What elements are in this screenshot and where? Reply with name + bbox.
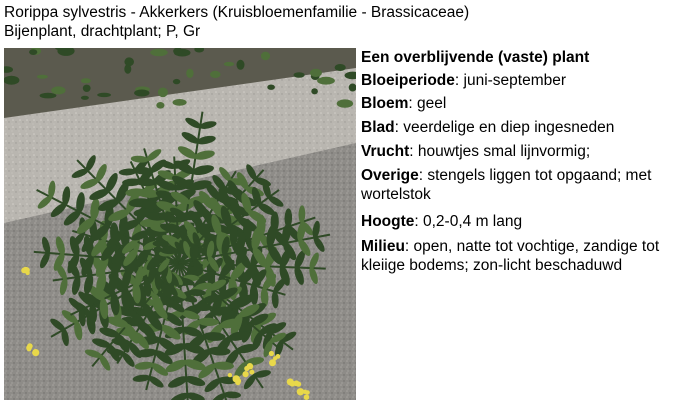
background-leaf	[310, 69, 322, 77]
plant-info	[361, 48, 696, 280]
flower	[304, 394, 310, 400]
info-value: : 0,2-0,4 m lang	[414, 213, 523, 230]
info-row-bloem	[361, 94, 696, 113]
flower	[25, 271, 29, 275]
background-leaf	[261, 52, 270, 61]
flower	[297, 388, 304, 395]
background-leaf	[311, 88, 318, 94]
flower	[27, 343, 33, 349]
plant-photo	[4, 48, 356, 400]
species-subtitle: Bijenplant, drachtplant; P, Gr	[4, 23, 201, 40]
flower	[233, 375, 240, 382]
background-leaf	[29, 49, 37, 55]
flower	[32, 349, 39, 356]
info-row-milieu	[361, 237, 696, 275]
background-leaf	[4, 76, 19, 85]
flower	[249, 370, 254, 375]
background-leaf	[335, 64, 346, 71]
species-title: Rorippa sylvestris - Akkerkers (Kruisbloemenfamilie - Brassicaceae)	[4, 4, 470, 21]
background-leaf	[158, 88, 168, 98]
flower	[287, 378, 294, 385]
info-label: Blad	[361, 119, 395, 136]
flower	[243, 371, 249, 377]
background-leaf	[224, 62, 234, 66]
info-row-hoogte	[361, 212, 696, 231]
info-label: Bloem	[361, 95, 409, 112]
info-value: : juni-september	[454, 72, 567, 89]
info-value: : veerdelige en diep ingesneden	[394, 119, 615, 136]
background-leaf	[124, 57, 134, 66]
info-row-vrucht	[361, 142, 696, 161]
background-leaf	[97, 93, 111, 97]
background-leaf	[134, 90, 149, 97]
background-leaf	[40, 93, 57, 99]
info-row-bloeiperiode	[361, 71, 696, 90]
info-value: : open, natte tot vochtige, zandige tot kleiige bodems; zon-licht beschaduwd	[361, 238, 660, 274]
background-leaf	[186, 69, 193, 78]
flower	[228, 373, 232, 377]
background-leaf	[294, 72, 305, 78]
plant-photo-illustration	[4, 48, 356, 400]
info-row-blad	[361, 118, 696, 137]
info-label: Overige	[361, 167, 419, 184]
info-label: Milieu	[361, 238, 405, 255]
background-leaf	[317, 77, 335, 85]
info-row-overige	[361, 166, 696, 204]
background-leaf	[156, 102, 164, 109]
background-leaf	[81, 78, 91, 83]
background-leaf	[83, 85, 91, 92]
page-header	[4, 3, 694, 41]
info-label: Vrucht	[361, 143, 410, 160]
flower	[247, 363, 254, 370]
background-leaf	[237, 60, 245, 70]
background-leaf	[267, 85, 275, 90]
info-label: Hoogte	[361, 213, 415, 230]
background-leaf	[150, 49, 168, 56]
background-leaf	[173, 79, 180, 84]
info-value: : houwtjes smal lijnvormig;	[409, 143, 591, 160]
background-leaf	[337, 99, 353, 107]
info-value: : geel	[408, 95, 447, 112]
background-leaf	[37, 75, 48, 79]
flower	[294, 380, 300, 386]
flower	[273, 356, 277, 360]
background-leaf	[210, 71, 221, 78]
background-leaf	[173, 99, 187, 106]
flower	[269, 351, 274, 356]
background-leaf	[51, 86, 65, 94]
info-value: : stengels liggen tot opgaand; met wortelstok	[361, 167, 652, 203]
info-heading: Een overblijvende (vaste) plant	[361, 49, 590, 66]
flower	[305, 390, 309, 394]
background-leaf	[81, 96, 89, 100]
info-heading-row	[361, 48, 696, 67]
info-label: Bloeiperiode	[361, 72, 455, 89]
